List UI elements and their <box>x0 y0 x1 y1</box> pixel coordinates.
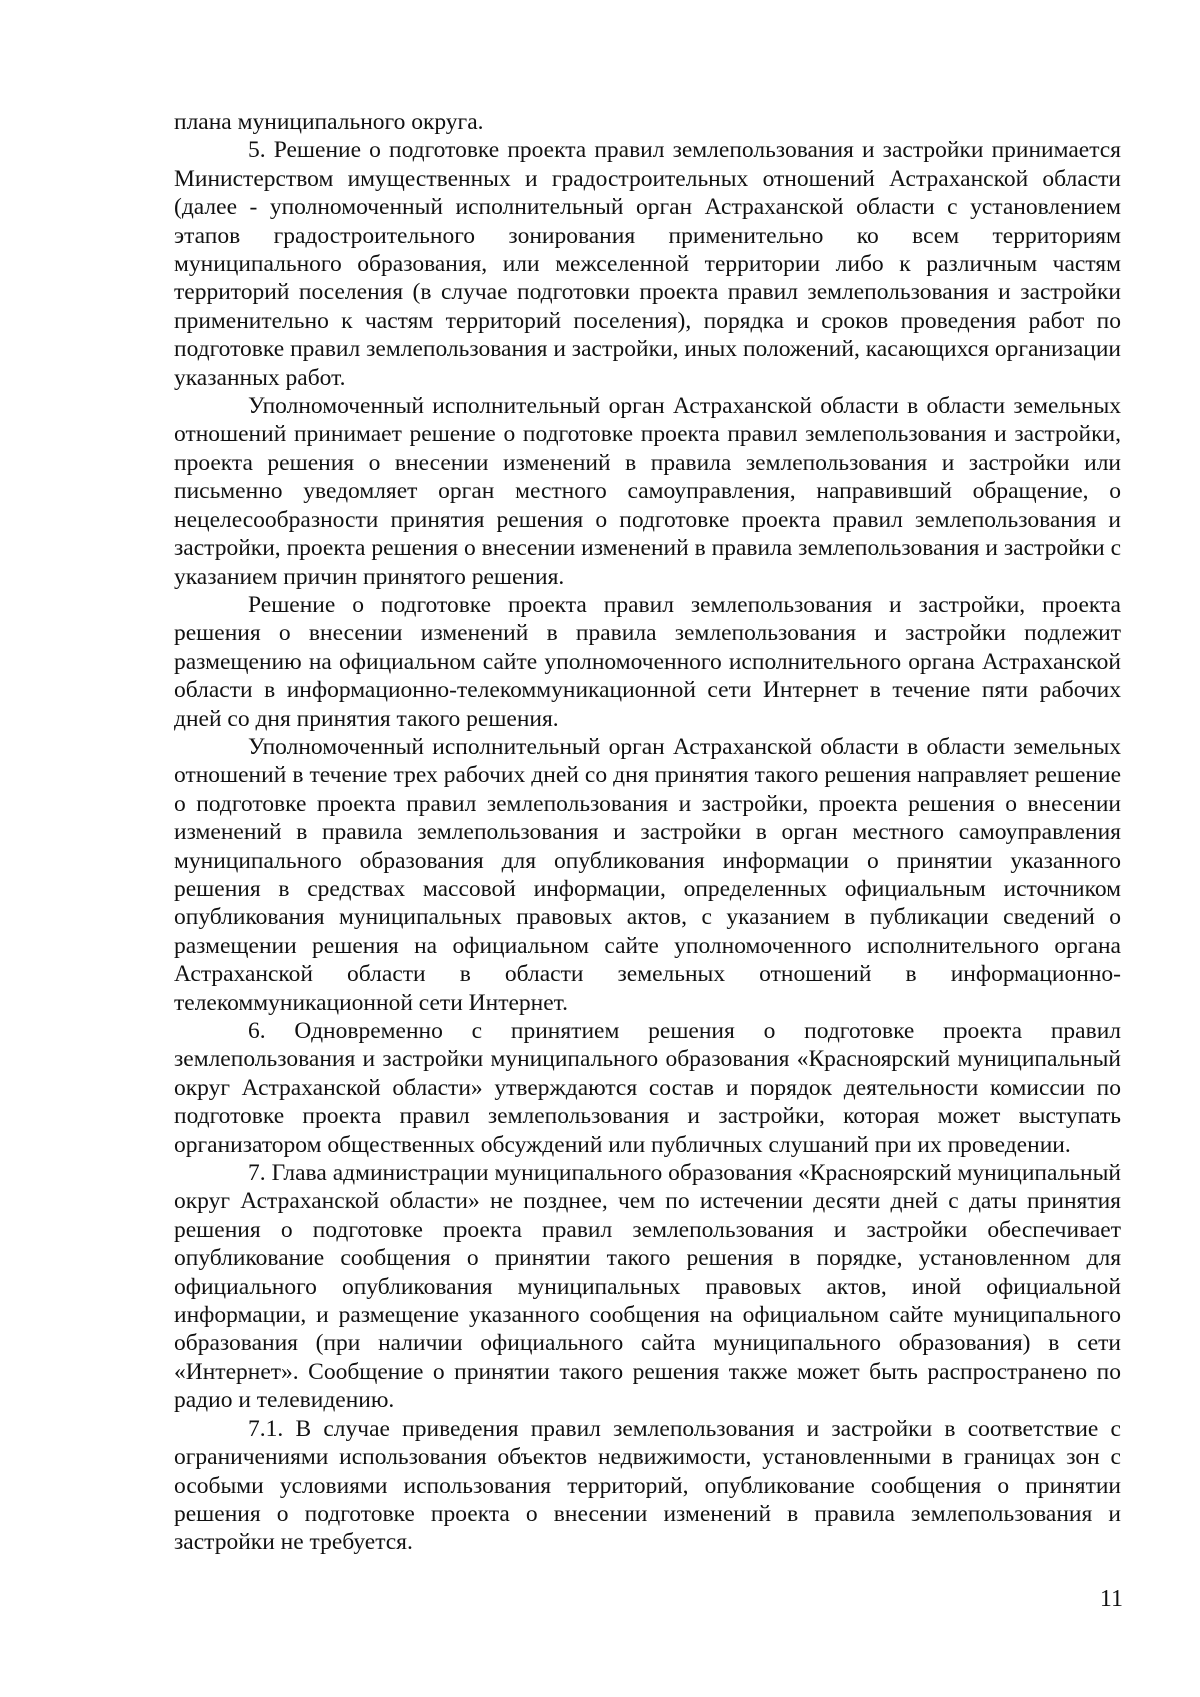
paragraph-decision-publication: Решение о подготовке проекта правил землепользования и застройки, проекта решения о внесении изменений в правила землепользования и застройки подлежит размещению на официальном сайте уполномоченного исполнительного органа Астраханской области в информационно-телекоммуникационной сети Интернет в течение пяти рабочих дней со дня принятия такого решения. <box>174 591 1121 732</box>
paragraph-item-7-1: 7.1. В случае приведения правил землепользования и застройки в соответствие с ограничениями использования объектов недвижимости, установленными в границах зон с особыми условиями использования территорий, опубликование сообщения о принятии решения о подготовке проекта о внесении изменений в правила землепользования и застройки не требуется. <box>174 1415 1121 1556</box>
paragraph-continuation: плана муниципального округа. <box>174 109 484 135</box>
page-number: 11 <box>1099 1586 1123 1612</box>
paragraph-item-7: 7. Глава администрации муниципального образования «Красноярский муниципальный округ Астраханской области» не позднее, чем по истечении десяти дней с даты принятия решения о подготовке проекта правил землепользования и застройки обеспечивает опубликование сообщения о принятии такого решения в порядке, установленном для официального опубликования муниципальных правовых актов, иной официальной информации, и размещение указанного сообщения на официальном сайте муниципального образования (при наличии официального сайта муниципального образования) в сети «Интернет». Сообщение о принятии такого решения также может быть распространено по радио и телевидению. <box>174 1160 1121 1414</box>
paragraph-item-5: 5. Решение о подготовке проекта правил землепользования и застройки принимается Министерством имущественных и градостроительных отношений Астраханской области (далее - уполномоченный исполнительный орган Астраханской области с установлением этапов градостроительного зонирования применительно ко всем территориям муниципального образования, или межселенной территории либо к различным частям территорий поселения (в случае подготовки проекта правил землепользования и застройки применительно к частям территорий поселения), порядка и сроков проведения работ по подготовке правил землепользования и застройки, иных положений, касающихся организации указанных работ. <box>174 137 1121 391</box>
paragraph-authority-decision: Уполномоченный исполнительный орган Астраханской области в области земельных отношений принимает решение о подготовке проекта правил землепользования и застройки, проекта решения о внесении изменений в правила землепользования и застройки или письменно уведомляет орган местного самоуправления, направивший обращение, о нецелесообразности принятия решения о подготовке проекта правил землепользования и застройки, проекта решения о внесении изменений в правила землепользования и застройки с указанием причин принятого решения. <box>174 393 1121 590</box>
paragraph-decision-forwarding: Уполномоченный исполнительный орган Астраханской области в области земельных отношений в течение трех рабочих дней со дня принятия такого решения направляет решение о подготовке проекта правил землепользования и застройки, проекта решения о внесении изменений в правила землепользования и застройки в орган местного самоуправления муниципального образования для опубликования информации о принятии указанного решения в средствах массовой информации, определенных официальным источником опубликования муниципальных правовых актов, с указанием в публикации сведений о размещении решения на официальном сайте уполномоченного исполнительного органа Астраханской области в области земельных отношений в информационно-телекоммуникационной сети Интернет. <box>174 733 1121 1016</box>
document-body <box>174 108 1121 1557</box>
paragraph-item-6: 6. Одновременно с принятием решения о подготовке проекта правил землепользования и застройки муниципального образования «Красноярский муниципальный округ Астраханской области» утверждаются состав и порядок деятельности комиссии по подготовке проекта правил землепользования и застройки, которая может выступать организатором общественных обсуждений или публичных слушаний при их проведении. <box>174 1018 1121 1158</box>
